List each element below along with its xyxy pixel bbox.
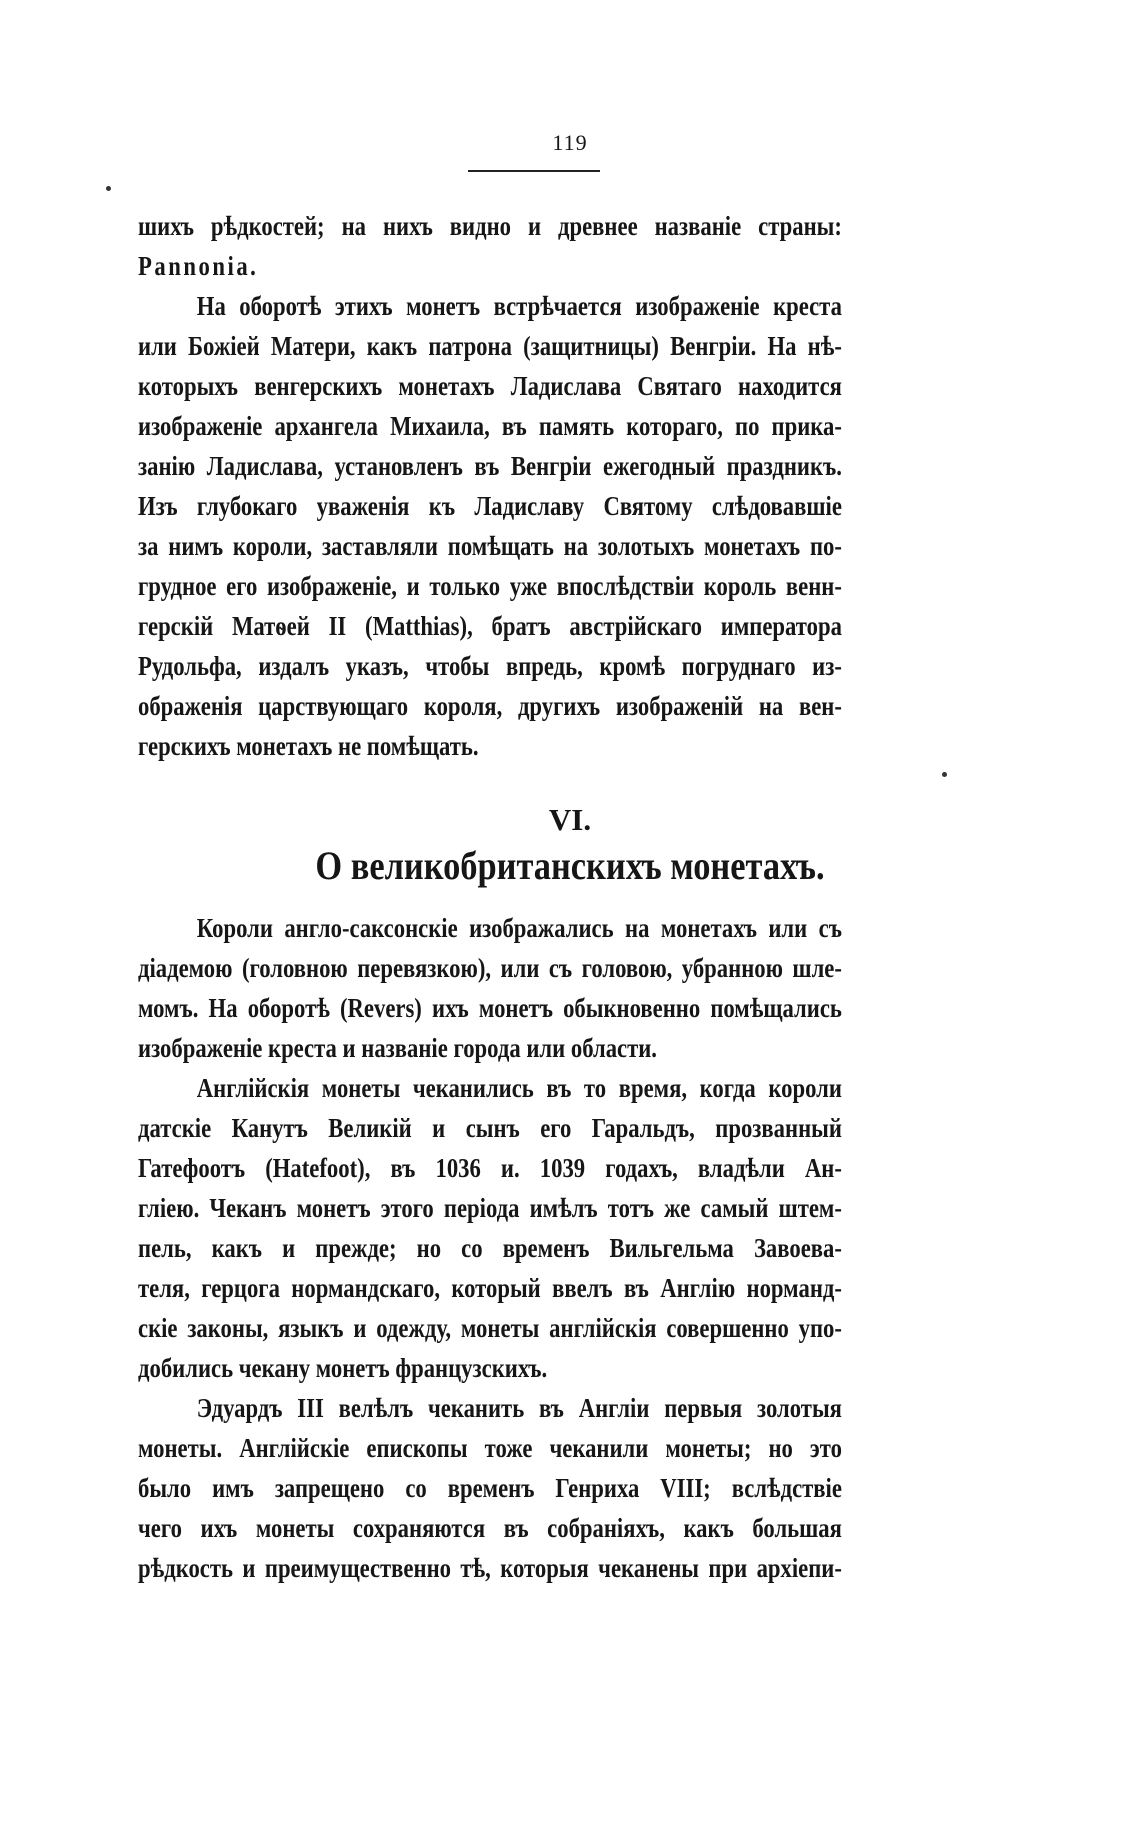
page-number: 119 xyxy=(552,130,588,155)
text-line: рѣдкость и преимущественно тѣ, которыя чеканены при архіепи- xyxy=(138,1553,842,1583)
paragraph-block-hungarian-coins xyxy=(138,206,842,766)
text-line: или Божіей Матери, какъ патрона (защитницы) Венгріи. На нѣ- xyxy=(138,331,842,361)
text-line: Англійскія монеты чеканились въ то время, когда короли xyxy=(196,1073,842,1103)
text-line: діадемою (головною перевязкою), или съ головою, убранною шле- xyxy=(138,953,842,983)
text-line: за нимъ короли, заставляли помѣщать на золотыхъ монетахъ по- xyxy=(138,531,842,561)
text-line: изображеніе архангела Михаила, въ память котораго, по прика- xyxy=(138,411,842,441)
text-line: добились чекану монетъ французскихъ. xyxy=(138,1353,548,1383)
text-line: Эдуардъ III велѣлъ чеканить въ Англіи первыя золотыя xyxy=(196,1393,842,1423)
text-line: было имъ запрещено со временъ Генриха VIII; вслѣдствіе xyxy=(138,1473,842,1503)
text-line: шихъ рѣдкостей; на нихъ видно и древнее названіе страны: xyxy=(138,211,842,241)
text-line: чего ихъ монеты сохраняются въ собраніяхъ, какъ большая xyxy=(138,1513,842,1543)
text-line: ображенія царствующаго короля, другихъ изображеній на вен- xyxy=(138,691,842,721)
text-line: скіе законы, языкъ и одежду, монеты англійскія совершенно упо- xyxy=(138,1313,842,1343)
text-line: которыхъ венгерскихъ монетахъ Ладислава Святаго находится xyxy=(138,371,842,401)
text-line: Рудольфа, издалъ указъ, чтобы впредь, кромѣ погруднаго из- xyxy=(138,651,842,681)
section-number: VI. xyxy=(548,802,592,837)
print-speck xyxy=(942,772,947,777)
text-line: Pannonia. xyxy=(138,251,259,281)
text-line: пель, какъ и прежде; но со временъ Вильгельма Завоева- xyxy=(138,1233,842,1263)
text-line: На оборотѣ этихъ монетъ встрѣчается изображеніе креста xyxy=(196,291,842,321)
section-title: О великобританскихъ монетахъ. xyxy=(315,843,825,888)
text-line: теля, герцога нормандскаго, который ввелъ въ Англію норманд- xyxy=(138,1273,842,1303)
header-rule xyxy=(468,170,600,172)
text-line: герскихъ монетахъ не помѣщать. xyxy=(138,731,479,761)
text-line: изображеніе креста и названіе города или области. xyxy=(138,1033,657,1063)
print-speck xyxy=(106,186,111,191)
text-line: грудное его изображеніе, и только уже впослѣдствіи король венн- xyxy=(138,571,842,601)
text-line: момъ. На оборотѣ (Revers) ихъ монетъ обыкновенно помѣщались xyxy=(138,993,842,1023)
text-line: гліею. Чеканъ монетъ этого періода имѣлъ тотъ же самый штем- xyxy=(138,1193,842,1223)
text-line: занію Ладислава, установленъ въ Венгріи ежегодный праздникъ. xyxy=(138,451,842,481)
text-line: Изъ глубокаго уваженія къ Ладиславу Святому слѣдовавшіе xyxy=(138,491,842,521)
text-line: монеты. Англійскіе епископы тоже чеканили монеты; но это xyxy=(138,1433,842,1463)
text-line: Короли англо-саксонскіе изображались на монетахъ или съ xyxy=(196,913,842,943)
paragraph-block-british-coins xyxy=(138,908,842,1588)
text-line: герскій Матѳей II (Matthias), братъ австрійскаго императора xyxy=(138,611,842,641)
text-line: Гатефоотъ (Hatefoot), въ 1036 и. 1039 годахъ, владѣли Ан- xyxy=(138,1153,842,1183)
text-line: датскіе Канутъ Великій и сынъ его Гаральдъ, прозванный xyxy=(138,1113,842,1143)
